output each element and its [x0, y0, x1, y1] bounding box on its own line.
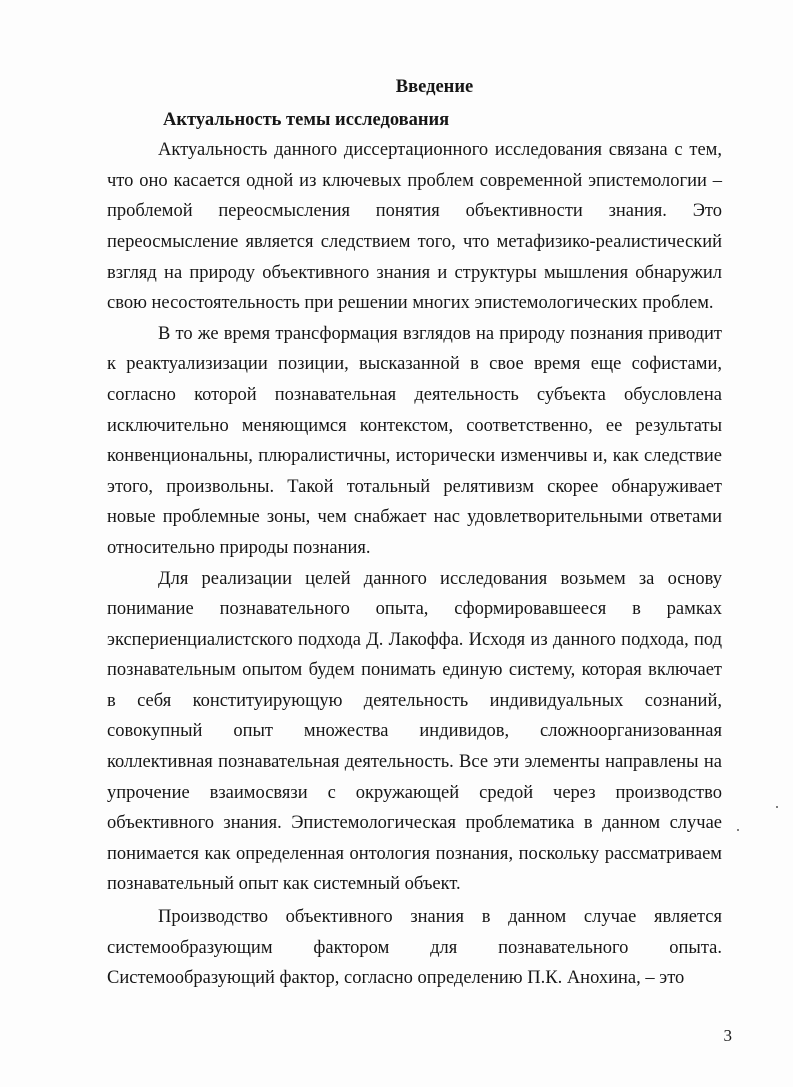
section-heading: Введение — [395, 77, 474, 97]
scan-speck — [737, 829, 739, 831]
section-subheading: Актуальность темы исследования — [163, 109, 450, 130]
paragraph-3: Для реализации целей данного исследования возьмем за основу понимание познавательного опыта, сформировавшееся в рамках экспериенциалистского подхода Д. Лакоффа. Исходя из данного подхода, под познавательным опытом будем понимать единую систему, которая включает в себя конституирующую деятельность индивидуальных сознаний, совокупный опыт множества индивидов, сложноорганизованная коллективная познавательная деятельность. Все эти элементы направлены на упрочение взаимосвязи с окружающей средой через производство объективного знания. Эпистемологическая проблематика в данном случае понимается как определенная онтология познания, поскольку рассматриваем познавательный опыт как системный объект. — [107, 568, 722, 895]
scan-speck — [776, 806, 778, 808]
paragraph-1: Актуальность данного диссертационного исследования связана с тем, что оно касается одной из ключевых проблем современной эпистемологии – проблемой переосмысления понятия объективности знания. Это переосмысление является следствием того, что метафизико-реалистический взгляд на природу объективного знания и структуры мышления обнаружил свою несостоятельность при решении многих эпистемологических проблем. — [107, 140, 722, 314]
page-content — [107, 72, 722, 994]
paragraph-2: В то же время трансформация взглядов на природу познания приводит к реактуализизации позиции, высказанной в свое время еще софистами, согласно которой познавательная деятельность субъекта обусловлена исключительно меняющимся контекстом, соответственно, ее результаты конвенциональны, плюралистичны, исторически изменчивы и, как следствие этого, произвольны. Такой тотальный релятивизм скорее обнаруживает новые проблемные зоны, чем снабжает нас удовлетворительными ответами относительно природы познания. — [107, 323, 722, 558]
page-number: 3 — [723, 1026, 732, 1045]
paragraph-4: Производство объективного знания в данном случае является системообразующим фактором для познавательного опыта. Системообразующий фактор, согласно определению П.К. Анохина, – это — [107, 907, 722, 989]
